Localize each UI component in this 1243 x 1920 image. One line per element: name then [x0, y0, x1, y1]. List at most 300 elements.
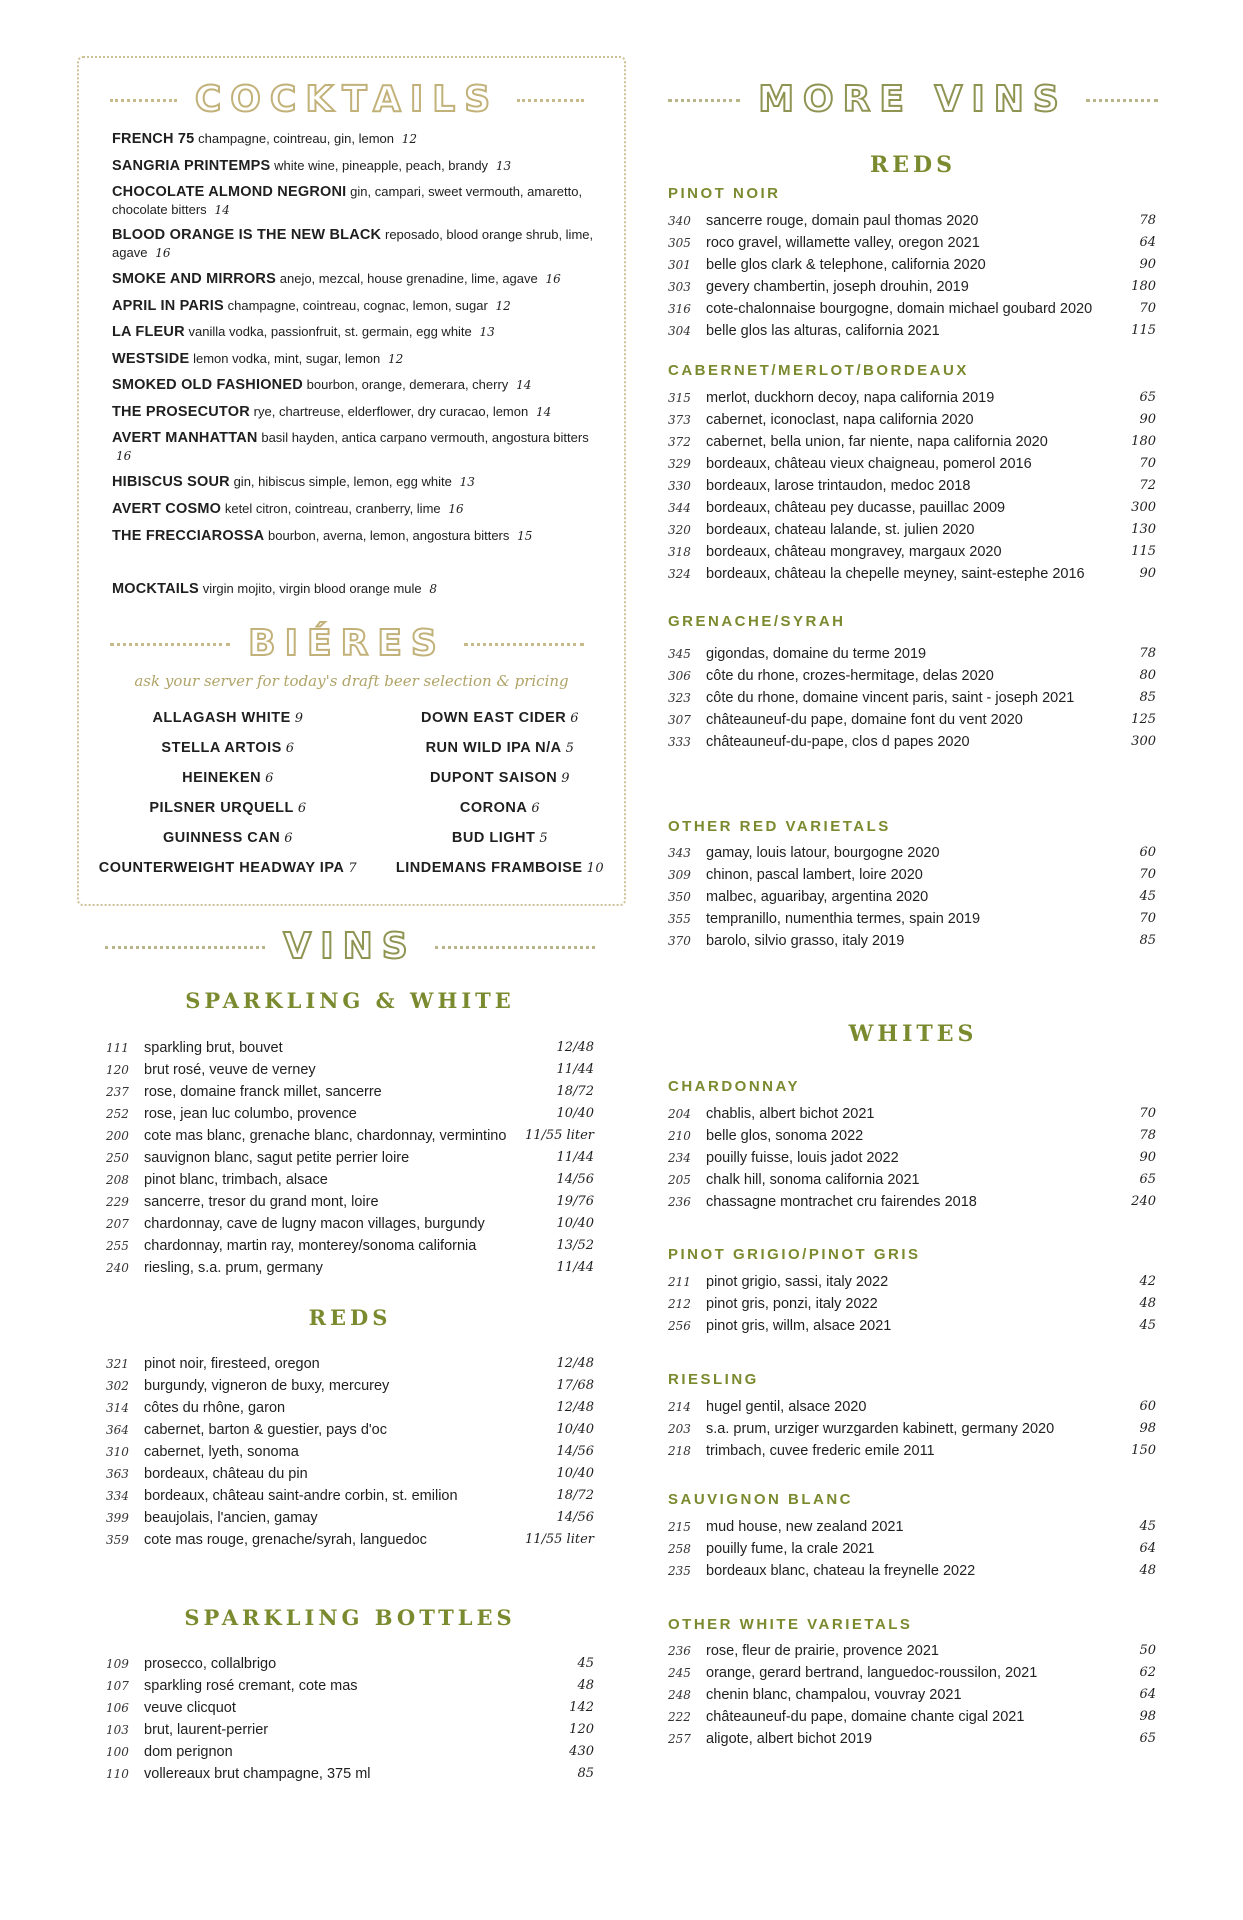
wine-price: 11/55 liter [524, 1128, 594, 1143]
wine-row [668, 431, 1156, 453]
wine-bin: 344 [668, 501, 691, 515]
wine-name: chablis, albert bichot 2021 [706, 1106, 875, 1122]
wine-bin: 343 [668, 846, 691, 860]
beer-item [380, 770, 620, 786]
beer-item [88, 740, 368, 756]
wine-name: dom perignon [144, 1744, 233, 1760]
wine-bin: 340 [668, 214, 691, 228]
cocktail-price: 14 [516, 378, 532, 392]
wine-price: 18/72 [556, 1488, 594, 1503]
wine-bin: 248 [668, 1688, 691, 1702]
cocktail-desc: gin, hibiscus simple, lemon, egg white [233, 474, 452, 489]
wine-bin: 330 [668, 479, 691, 493]
wine-row [106, 1529, 594, 1551]
wine-row [106, 1763, 594, 1785]
other-whites-list [668, 1640, 1156, 1750]
wine-row [668, 842, 1156, 864]
cocktail-item [112, 376, 602, 394]
wine-bin: 370 [668, 934, 691, 948]
beer-item [380, 740, 620, 756]
wine-row [668, 709, 1156, 731]
bieres-title: BIÉRES [248, 623, 446, 664]
wine-row [668, 453, 1156, 475]
wine-name: sparkling rosé cremant, cote mas [144, 1678, 358, 1694]
wine-name: châteauneuf-du pape, domaine chante cigal 2021 [706, 1709, 1025, 1725]
wine-row [106, 1103, 594, 1125]
wine-row [668, 864, 1156, 886]
wine-row [668, 210, 1156, 232]
wine-name: malbec, aguaribay, argentina 2020 [706, 889, 929, 905]
wine-price: 65 [1139, 1172, 1156, 1187]
cocktail-desc: anejo, mezcal, house grenadine, lime, agave [279, 271, 538, 286]
wine-name: trimbach, cuvee frederic emile 2011 [706, 1443, 935, 1459]
mocktails-price: 8 [429, 582, 438, 596]
wine-bin: 210 [668, 1129, 691, 1143]
wine-name: pinot grigio, sassi, italy 2022 [706, 1274, 889, 1290]
cocktail-item [112, 270, 602, 288]
wine-name: côte du rhone, crozes-hermitage, delas 2020 [706, 668, 994, 684]
chardonnay-title: CHARDONNAY [668, 1078, 800, 1095]
wine-name: pinot blanc, trimbach, alsace [144, 1172, 328, 1188]
wine-bin: 207 [106, 1217, 129, 1231]
wine-bin: 240 [106, 1261, 129, 1275]
wine-price: 64 [1139, 1687, 1156, 1702]
wine-row [106, 1741, 594, 1763]
beer-name: DUPONT SAISON [429, 770, 558, 786]
wine-row [106, 1441, 594, 1463]
wine-bin: 234 [668, 1151, 691, 1165]
wine-name: rose, fleur de prairie, provence 2021 [706, 1643, 939, 1659]
cocktail-desc: gin, campari, sweet vermouth, amaretto, chocolate bitters [112, 184, 583, 217]
wine-price: 60 [1139, 1399, 1156, 1414]
sauvignon-list [668, 1516, 1156, 1582]
beer-item [88, 830, 368, 846]
mocktails-desc: virgin mojito, virgin blood orange mule [202, 581, 422, 596]
other-reds-list [668, 842, 1156, 952]
other-whites-title: OTHER WHITE VARIETALS [668, 1616, 913, 1633]
beer-note: ask your server for today's draft beer selection & pricing [134, 672, 569, 690]
cocktail-name: BLOOD ORANGE IS THE NEW BLACK [112, 227, 382, 243]
wine-bin: 120 [106, 1063, 129, 1077]
wine-row [668, 1147, 1156, 1169]
wine-row [668, 1418, 1156, 1440]
wine-row [668, 276, 1156, 298]
wine-name: vollereaux brut champagne, 375 ml [144, 1766, 371, 1782]
wine-name: cote mas rouge, grenache/syrah, languedoc [144, 1532, 427, 1548]
wine-bin: 359 [106, 1533, 129, 1547]
pinot-noir-title: PINOT NOIR [668, 185, 781, 202]
cocktail-price: 12 [388, 352, 404, 366]
beer-price: 5 [539, 831, 549, 846]
wine-name: rose, jean luc columbo, provence [144, 1106, 357, 1122]
wine-row [668, 930, 1156, 952]
wine-row [106, 1485, 594, 1507]
wine-name: s.a. prum, urziger wurzgarden kabinett, germany 2020 [706, 1421, 1055, 1437]
wine-row [106, 1697, 594, 1719]
wine-bin: 250 [106, 1151, 129, 1165]
other-reds-title: OTHER RED VARIETALS [668, 818, 891, 835]
cocktail-desc: champagne, cointreau, cognac, lemon, sugar [227, 298, 488, 313]
wine-bin: 355 [668, 912, 691, 926]
wine-bin: 306 [668, 669, 691, 683]
wine-row [106, 1037, 594, 1059]
wine-row [668, 665, 1156, 687]
wine-name: bordeaux, château pey ducasse, pauillac 2009 [706, 500, 1006, 516]
wine-name: bordeaux blanc, chateau la freynelle 2022 [706, 1563, 976, 1579]
pinot-grigio-list [668, 1271, 1156, 1337]
wine-row [668, 409, 1156, 431]
wine-price: 42 [1139, 1274, 1156, 1289]
cocktail-price: 16 [116, 449, 132, 463]
wine-row [668, 298, 1156, 320]
wine-price: 12/48 [556, 1356, 594, 1371]
wine-price: 45 [1139, 1318, 1156, 1333]
wine-price: 19/76 [556, 1194, 594, 1209]
wine-bin: 212 [668, 1297, 691, 1311]
wine-row [106, 1419, 594, 1441]
cocktail-desc: lemon vodka, mint, sugar, lemon [193, 351, 381, 366]
wine-price: 240 [1131, 1194, 1156, 1209]
cocktail-price: 16 [155, 246, 171, 260]
wine-price: 150 [1131, 1443, 1156, 1458]
sauvignon-title: SAUVIGNON BLANC [668, 1491, 854, 1508]
wine-bin: 329 [668, 457, 691, 471]
cocktail-item [112, 403, 602, 421]
wine-bin: 106 [106, 1701, 129, 1715]
wine-bin: 109 [106, 1657, 129, 1671]
wine-bin: 211 [668, 1275, 691, 1289]
wine-row [668, 1396, 1156, 1418]
wine-name: côtes du rhône, garon [144, 1400, 286, 1416]
wine-name: pouilly fume, la crale 2021 [706, 1541, 875, 1557]
wine-name: bordeaux, château la chepelle meyney, saint-estephe 2016 [706, 566, 1085, 582]
cocktail-item [112, 429, 602, 465]
mocktails-name: MOCKTAILS [112, 581, 199, 597]
beer-price: 6 [285, 741, 295, 756]
wine-name: burgundy, vigneron de buxy, mercurey [144, 1378, 390, 1394]
cocktail-item [112, 183, 602, 219]
wine-price: 180 [1131, 279, 1156, 294]
vins-reds-title: REDS [308, 1305, 392, 1330]
cocktail-item [112, 473, 602, 491]
wine-row [106, 1147, 594, 1169]
cocktail-price: 14 [214, 203, 230, 217]
wine-bin: 334 [106, 1489, 129, 1503]
cocktails-title: COCKTAILS [194, 79, 500, 120]
wine-name: bordeaux, château saint-andre corbin, st. emilion [144, 1488, 458, 1504]
wine-price: 125 [1131, 712, 1156, 727]
wine-row [668, 731, 1156, 753]
wine-price: 115 [1131, 544, 1156, 559]
wine-name: bordeaux, chateau lalande, st. julien 2020 [706, 522, 975, 538]
wine-price: 10/40 [556, 1466, 594, 1481]
wine-price: 45 [577, 1656, 594, 1671]
beer-price: 5 [565, 741, 575, 756]
wine-name: bordeaux, larose trintaudon, medoc 2018 [706, 478, 971, 494]
wine-bin: 258 [668, 1542, 691, 1556]
wine-name: sparkling brut, bouvet [144, 1040, 283, 1056]
wine-row [106, 1463, 594, 1485]
wine-name: cabernet, iconoclast, napa california 2020 [706, 412, 974, 428]
wine-row [668, 1538, 1156, 1560]
cocktail-desc: champagne, cointreau, gin, lemon [198, 131, 394, 146]
cocktail-name: CHOCOLATE ALMOND NEGRONI [112, 184, 347, 200]
beer-item [88, 860, 368, 876]
beer-price: 9 [294, 711, 304, 726]
wine-bin: 214 [668, 1400, 691, 1414]
wine-row [106, 1059, 594, 1081]
wine-name: chassagne montrachet cru fairendes 2018 [706, 1194, 977, 1210]
wine-price: 90 [1139, 412, 1156, 427]
wine-row [668, 1293, 1156, 1315]
wine-bin: 304 [668, 324, 691, 338]
wine-name: mud house, new zealand 2021 [706, 1519, 904, 1535]
wine-name: belle glos clark & telephone, california 2020 [706, 257, 986, 273]
wine-row [668, 563, 1156, 585]
wine-bin: 229 [106, 1195, 129, 1209]
beer-name: STELLA ARTOIS [161, 740, 282, 756]
wine-name: veuve clicquot [144, 1700, 236, 1716]
wine-row [668, 1315, 1156, 1337]
cocktail-item [112, 500, 602, 518]
cocktail-desc: white wine, pineapple, peach, brandy [274, 158, 489, 173]
wine-bin: 103 [106, 1723, 129, 1737]
wine-price: 60 [1139, 845, 1156, 860]
wine-bin: 310 [106, 1445, 129, 1459]
wine-price: 78 [1139, 646, 1156, 661]
wine-bin: 314 [106, 1401, 129, 1415]
wine-price: 10/40 [556, 1216, 594, 1231]
beer-name: HEINEKEN [182, 770, 262, 786]
wine-bin: 303 [668, 280, 691, 294]
pinot-grigio-title: PINOT GRIGIO/PINOT GRIS [668, 1246, 921, 1263]
wine-bin: 255 [106, 1239, 129, 1253]
wine-bin: 318 [668, 545, 691, 559]
grenache-title: GRENACHE/SYRAH [668, 613, 846, 630]
beer-name: BUD LIGHT [451, 830, 536, 846]
wine-row [106, 1191, 594, 1213]
wine-name: côte du rhone, domaine vincent paris, saint - joseph 2021 [706, 690, 1075, 706]
wine-name: cote mas blanc, grenache blanc, chardonnay, vermintino [144, 1128, 507, 1144]
wine-row [106, 1653, 594, 1675]
wine-row [668, 387, 1156, 409]
wine-price: 62 [1139, 1665, 1156, 1680]
wine-name: châteauneuf-du-pape, clos d papes 2020 [706, 734, 970, 750]
beer-item [380, 710, 620, 726]
wine-bin: 215 [668, 1520, 691, 1534]
wine-name: aligote, albert bichot 2019 [706, 1731, 873, 1747]
wine-price: 18/72 [556, 1084, 594, 1099]
cocktail-name: FRENCH 75 [112, 131, 195, 147]
beer-name: LINDEMANS FRAMBOISE [395, 860, 583, 876]
wine-bin: 208 [106, 1173, 129, 1187]
wine-price: 48 [1139, 1563, 1156, 1578]
wine-bin: 350 [668, 890, 691, 904]
wine-row [106, 1675, 594, 1697]
wine-name: prosecco, collalbrigo [144, 1656, 277, 1672]
wine-price: 300 [1131, 500, 1156, 515]
wine-bin: 324 [668, 567, 691, 581]
cocktail-price: 14 [536, 405, 552, 419]
wine-price: 10/40 [556, 1106, 594, 1121]
beer-item [380, 860, 620, 876]
beer-item [88, 710, 368, 726]
more-vins-heading [668, 78, 1158, 122]
beer-item [88, 770, 368, 786]
beer-price: 6 [570, 711, 580, 726]
wine-price: 85 [1139, 690, 1156, 705]
cocktail-name: THE FRECCIAROSSA [112, 528, 265, 544]
wine-row [106, 1257, 594, 1279]
grenache-list [668, 643, 1156, 753]
cocktail-price: 12 [495, 299, 511, 313]
cocktails-heading [110, 78, 584, 122]
wine-name: pinot gris, ponzi, italy 2022 [706, 1296, 878, 1312]
wine-row [668, 1516, 1156, 1538]
wine-price: 115 [1131, 323, 1156, 338]
wine-name: tempranillo, numenthia termes, spain 2019 [706, 911, 981, 927]
wine-row [668, 1271, 1156, 1293]
wine-bin: 364 [106, 1423, 129, 1437]
beer-name: CORONA [459, 800, 528, 816]
wine-row [106, 1375, 594, 1397]
wine-row [106, 1213, 594, 1235]
wine-name: chenin blanc, champalou, vouvray 2021 [706, 1687, 962, 1703]
cocktail-price: 12 [401, 132, 418, 146]
cocktail-name: THE PROSECUTOR [112, 404, 250, 420]
cocktail-item [112, 157, 602, 175]
cocktail-name: APRIL IN PARIS [112, 298, 224, 314]
wine-price: 70 [1139, 301, 1156, 316]
wine-row [106, 1719, 594, 1741]
cocktail-item [112, 527, 602, 545]
wine-name: chardonnay, martin ray, monterey/sonoma california [144, 1238, 477, 1254]
wine-price: 430 [569, 1744, 594, 1759]
wine-row [668, 541, 1156, 563]
beer-name: PILSNER URQUELL [149, 800, 294, 816]
wine-row [668, 475, 1156, 497]
wine-bin: 372 [668, 435, 691, 449]
cocktail-price: 13 [459, 475, 475, 489]
cocktail-name: SMOKED OLD FASHIONED [112, 377, 303, 393]
wine-bin: 257 [668, 1732, 691, 1746]
cocktail-desc: rye, chartreuse, elderflower, dry curacao, lemon [253, 404, 529, 419]
wine-bin: 316 [668, 302, 691, 316]
wine-name: sancerre rouge, domain paul thomas 2020 [706, 213, 979, 229]
wine-bin: 111 [106, 1041, 129, 1055]
wine-row [668, 232, 1156, 254]
wine-name: gevery chambertin, joseph drouhin, 2019 [706, 279, 969, 295]
cabernet-list [668, 387, 1156, 585]
more-vins-title: MORE VINS [758, 79, 1068, 120]
wine-price: 180 [1131, 434, 1156, 449]
wine-name: pinot noir, firesteed, oregon [144, 1356, 320, 1372]
wine-price: 142 [569, 1700, 594, 1715]
wine-price: 90 [1139, 1150, 1156, 1165]
beer-name: GUINNESS CAN [163, 830, 281, 846]
wine-row [668, 1684, 1156, 1706]
riesling-title: RIESLING [668, 1371, 759, 1388]
wine-price: 85 [577, 1766, 594, 1781]
wine-price: 13/52 [556, 1238, 594, 1253]
vins-heading [105, 925, 595, 969]
cocktail-desc: basil hayden, antica carpano vermouth, angostura bitters [261, 430, 589, 445]
wine-bin: 203 [668, 1422, 691, 1436]
wine-price: 120 [569, 1722, 594, 1737]
wine-bin: 107 [106, 1679, 129, 1693]
wine-price: 11/44 [556, 1260, 594, 1275]
sparkling-white-title: SPARKLING & WHITE [185, 988, 515, 1013]
wine-price: 64 [1139, 235, 1156, 250]
wine-name: pinot gris, willm, alsace 2021 [706, 1318, 892, 1334]
wine-bin: 256 [668, 1319, 691, 1333]
beer-price: 10 [586, 861, 605, 876]
wine-price: 70 [1139, 867, 1156, 882]
wine-price: 64 [1139, 1541, 1156, 1556]
wine-price: 48 [577, 1678, 594, 1693]
wine-name: cabernet, barton & guestier, pays d'oc [144, 1422, 387, 1438]
cocktail-price: 13 [479, 325, 495, 339]
wine-name: châteauneuf-du pape, domaine font du vent 2020 [706, 712, 1023, 728]
beer-name: RUN WILD IPA N/A [425, 740, 562, 756]
cocktail-desc: reposado, blood orange shrub, lime, agave [112, 227, 594, 260]
wine-row [668, 1191, 1156, 1213]
wine-name: sauvignon blanc, sagut petite perrier loire [144, 1150, 410, 1166]
wine-name: pouilly fuisse, louis jadot 2022 [706, 1150, 899, 1166]
wine-name: chardonnay, cave de lugny macon villages, burgundy [144, 1216, 485, 1232]
wine-price: 85 [1139, 933, 1156, 948]
beer-price: 6 [297, 801, 307, 816]
cocktail-name: WESTSIDE [112, 351, 190, 367]
wine-price: 70 [1139, 1106, 1156, 1121]
wine-row [668, 1728, 1156, 1750]
beer-name: ALLAGASH WHITE [152, 710, 291, 726]
cocktail-item [112, 350, 602, 368]
wine-row [106, 1353, 594, 1375]
cocktail-desc: vanilla vodka, passionfruit, st. germain, egg white [188, 324, 472, 339]
cocktail-price: 16 [545, 272, 561, 286]
wine-price: 72 [1139, 478, 1156, 493]
wine-row [668, 1662, 1156, 1684]
more-vins-reds-title: REDS [869, 152, 957, 178]
wine-price: 98 [1139, 1709, 1156, 1724]
wine-name: gigondas, domaine du terme 2019 [706, 646, 927, 662]
wine-bin: 236 [668, 1644, 691, 1658]
wine-bin: 309 [668, 868, 691, 882]
wine-price: 48 [1139, 1296, 1156, 1311]
cocktail-desc: bourbon, orange, demerara, cherry [306, 377, 509, 392]
wine-name: gamay, louis latour, bourgogne 2020 [706, 845, 940, 861]
wine-row [668, 1560, 1156, 1582]
beer-price: 7 [348, 861, 358, 876]
wine-name: hugel gentil, alsace 2020 [706, 1399, 867, 1415]
wine-bin: 305 [668, 236, 691, 250]
wine-row [106, 1125, 594, 1147]
vins-reds-list [106, 1353, 594, 1551]
cocktail-item [112, 226, 602, 262]
wine-name: chalk hill, sonoma california 2021 [706, 1172, 920, 1188]
mocktails-item [112, 580, 602, 598]
cocktail-name: AVERT MANHATTAN [112, 430, 258, 446]
wine-name: sancerre, tresor du grand mont, loire [144, 1194, 379, 1210]
wine-price: 65 [1139, 390, 1156, 405]
wine-name: belle glos las alturas, california 2021 [706, 323, 940, 339]
beer-item [380, 800, 620, 816]
wine-price: 50 [1139, 1643, 1156, 1658]
wine-row [106, 1397, 594, 1419]
wine-row [668, 519, 1156, 541]
wine-row [668, 643, 1156, 665]
